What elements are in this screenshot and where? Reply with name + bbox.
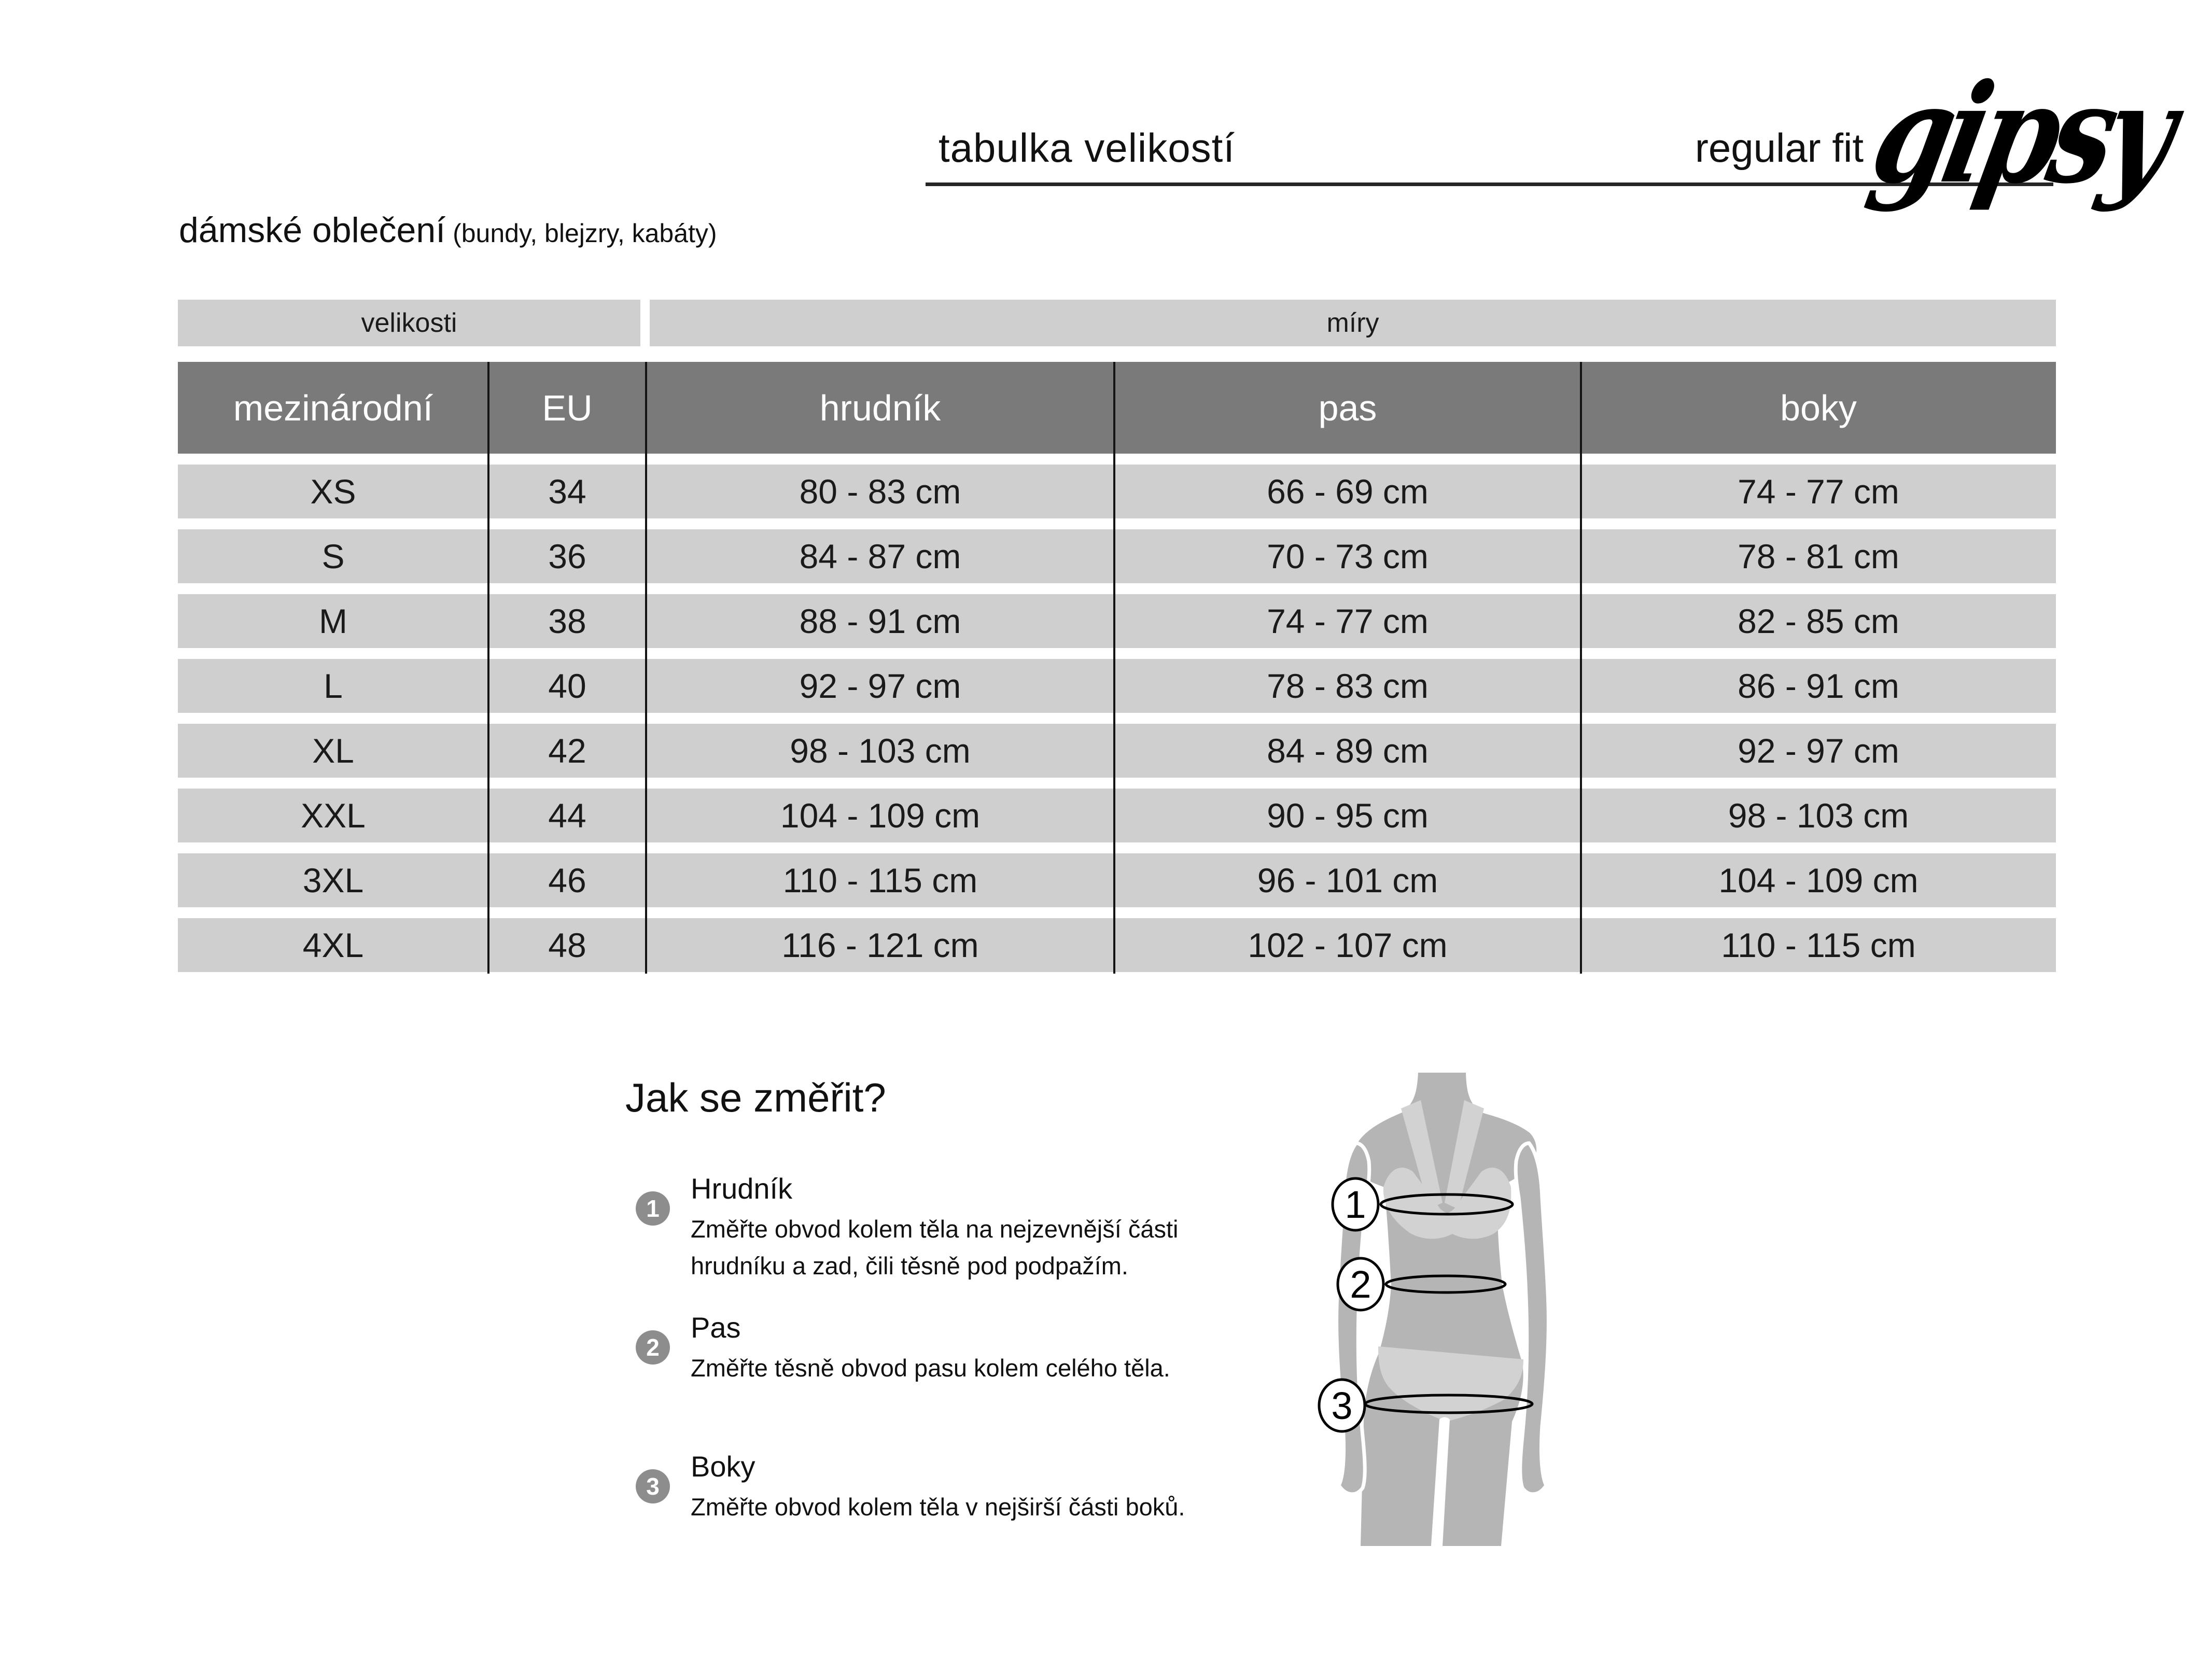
body-measurement-figure: [1307, 1063, 1649, 1560]
table-row: [178, 918, 2056, 972]
cell-eu: 34: [548, 472, 586, 511]
column-header-chest: hrudník: [819, 387, 941, 428]
cell-international: M: [319, 602, 347, 640]
cell-hips: 82 - 85 cm: [1738, 602, 1899, 640]
cell-hips: 110 - 115 cm: [1721, 926, 1916, 964]
cell-waist: 70 - 73 cm: [1267, 537, 1429, 575]
cell-chest: 110 - 115 cm: [782, 861, 978, 899]
measure-item-description: Změřte obvod kolem těla na nejzevnější části hrudníku a zad, čili těsně pod podpažím.: [691, 1215, 1179, 1280]
cell-hips: 98 - 103 cm: [1728, 796, 1909, 835]
cell-waist: 102 - 107 cm: [1248, 926, 1448, 964]
size-table: [178, 300, 2056, 974]
brand-logo-text: gipsy: [1860, 54, 2182, 214]
cell-waist: 74 - 77 cm: [1267, 602, 1429, 640]
howto-heading: Jak se změřit?: [625, 1075, 886, 1120]
cell-hips: 104 - 109 cm: [1718, 861, 1919, 899]
figure-marker-3: [1319, 1380, 1365, 1431]
measure-item-number-badge: 2: [636, 1330, 670, 1365]
measure-item-description: Změřte obvod kolem těla v nejširší části boků.: [691, 1493, 1185, 1521]
cell-international: 4XL: [302, 926, 364, 964]
column-divider-1: [487, 362, 489, 974]
column-header-waist: pas: [1318, 387, 1377, 428]
cell-waist: 78 - 83 cm: [1267, 667, 1429, 705]
cell-international: 3XL: [302, 861, 364, 899]
column-header-eu: EU: [542, 387, 593, 428]
column-divider-2: [645, 362, 647, 974]
cell-hips: 78 - 81 cm: [1738, 537, 1899, 575]
cell-eu: 44: [548, 796, 586, 835]
cell-chest: 88 - 91 cm: [799, 602, 961, 640]
cell-international: XL: [312, 732, 354, 770]
measure-item-number-badge: 3: [636, 1469, 670, 1503]
body-silhouette-icon: [1307, 1063, 1649, 1560]
svg-text:2: 2: [1350, 1263, 1371, 1306]
cell-hips: 92 - 97 cm: [1738, 732, 1899, 770]
table-row: [178, 659, 2056, 713]
measure-item-title: Hrudník: [691, 1172, 793, 1205]
cell-chest: 98 - 103 cm: [790, 732, 971, 770]
cell-hips: 74 - 77 cm: [1738, 472, 1899, 511]
svg-text:1: 1: [1345, 1183, 1366, 1226]
table-row: [178, 853, 2056, 907]
table-column-header-row: [178, 362, 2056, 454]
measure-item-number-badge: 1: [636, 1191, 670, 1226]
cell-hips: 86 - 91 cm: [1738, 667, 1899, 705]
table-row: [178, 594, 2056, 648]
cell-waist: 90 - 95 cm: [1267, 796, 1429, 835]
brand-logo-icon: [1860, 52, 2182, 249]
table-rows: [178, 465, 2056, 983]
cell-eu: 38: [548, 602, 586, 640]
cell-chest: 92 - 97 cm: [799, 667, 961, 705]
cell-eu: 40: [548, 667, 586, 705]
measure-item-body: [691, 1310, 1251, 1387]
category-subtitle: [179, 210, 717, 250]
table-group-header-row: [178, 300, 2056, 346]
cell-chest: 116 - 121 cm: [781, 926, 979, 964]
measure-item: [636, 1310, 1251, 1387]
table-row: [178, 789, 2056, 842]
figure-marker-1: [1333, 1178, 1378, 1230]
cell-chest: 104 - 109 cm: [780, 796, 981, 835]
measure-item-title: Pas: [691, 1311, 741, 1344]
column-header-hips: boky: [1780, 387, 1857, 428]
arm-right: [1516, 1143, 1548, 1494]
fit-label: regular fit: [1695, 125, 1864, 171]
cell-chest: 80 - 83 cm: [799, 472, 961, 511]
cell-international: XS: [310, 472, 356, 511]
category-name: dámské oblečení: [179, 210, 446, 250]
measure-item-body: [691, 1171, 1251, 1284]
cell-international: XXL: [301, 796, 366, 835]
cell-eu: 42: [548, 732, 586, 770]
column-divider-4: [1580, 362, 1582, 974]
svg-text:3: 3: [1331, 1384, 1353, 1427]
table-row: [178, 529, 2056, 583]
measure-item-description: Změřte těsně obvod pasu kolem celého těla.: [691, 1354, 1170, 1382]
measure-item: [636, 1449, 1251, 1526]
cell-international: L: [324, 667, 343, 705]
cell-waist: 66 - 69 cm: [1267, 472, 1429, 511]
figure-marker-2: [1338, 1258, 1383, 1310]
measure-item-title: Boky: [691, 1450, 755, 1483]
measure-item: [636, 1171, 1251, 1284]
category-note: (bundy, blejzry, kabáty): [453, 219, 717, 248]
measure-item-body: [691, 1449, 1251, 1526]
column-divider-3: [1113, 362, 1115, 974]
column-header-international: mezinárodní: [233, 387, 433, 428]
brand-logo: [1860, 52, 2182, 249]
page-title: tabulka velikostí: [939, 125, 1235, 171]
cell-waist: 96 - 101 cm: [1257, 861, 1438, 899]
group-header-measures: míry: [650, 300, 2056, 346]
table-row: [178, 465, 2056, 518]
cell-eu: 36: [548, 537, 586, 575]
cell-waist: 84 - 89 cm: [1267, 732, 1429, 770]
table-row: [178, 724, 2056, 778]
cell-eu: 46: [548, 861, 586, 899]
cell-international: S: [321, 537, 345, 575]
cell-eu: 48: [548, 926, 586, 964]
cell-chest: 84 - 87 cm: [799, 537, 961, 575]
group-header-sizes: velikosti: [178, 300, 640, 346]
